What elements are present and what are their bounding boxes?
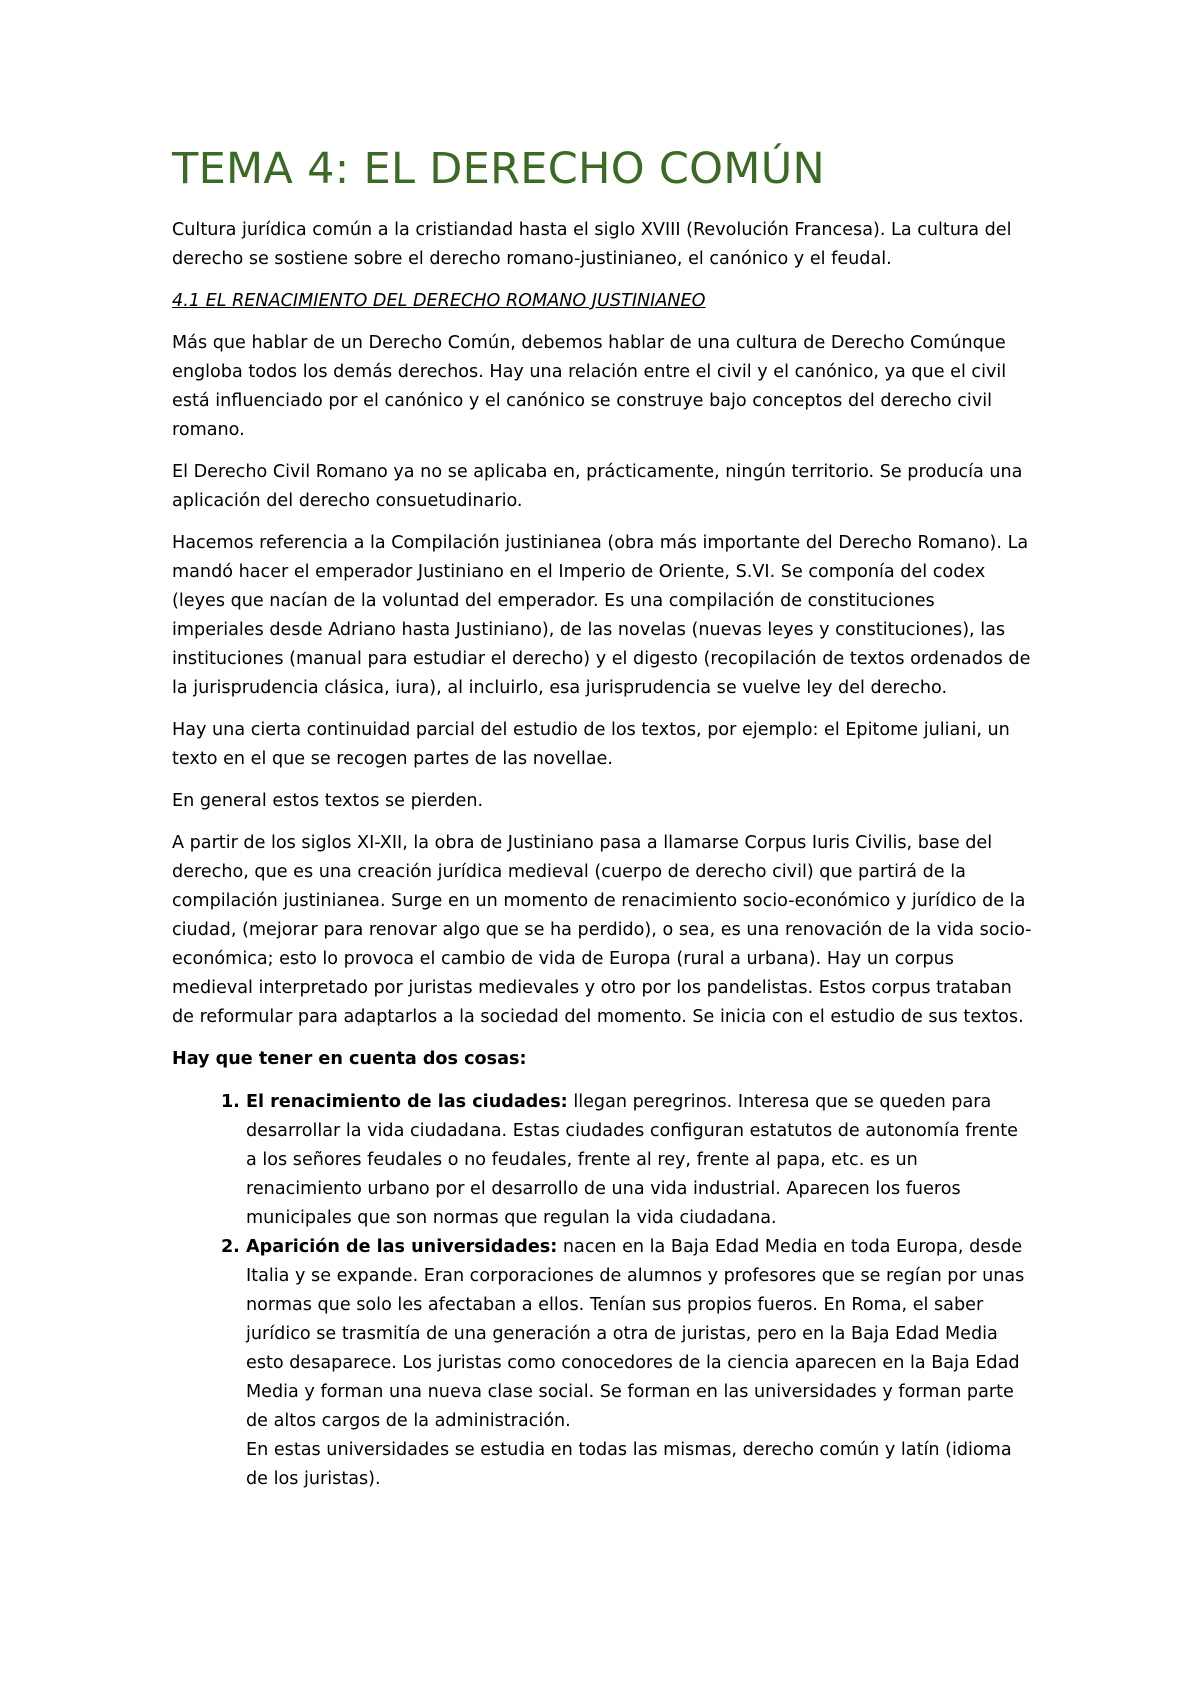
paragraph: El Derecho Civil Romano ya no se aplicaba en, prácticamente, ningún territorio. Se producía una aplicación del derecho consuetudinario. — [172, 461, 1023, 511]
intro-paragraph: Cultura jurídica común a la cristiandad hasta el siglo XVIII (Revolución Francesa). La cultura del derecho se sostiene sobre el derecho romano-justinianeo, el canónico y el feudal. — [172, 219, 1012, 269]
list-intro: Hay que tener en cuenta dos cosas: — [172, 1048, 527, 1069]
paragraph: A partir de los siglos XI-XII, la obra de Justiniano pasa a llamarse Corpus Iuris Civilis, base del derecho, que es una creación jurídica medieval (cuerpo de derecho civil) que partirá de la compilación justinianea. Surge en un momento de renacimiento socio-económico y jurídico de la ciudad, (mejorar para renovar algo que se ha perdido), o sea, es una renovación de la vida socio-económica; esto lo provoca el cambio de vida de Europa (rural a urbana). Hay un corpus medieval interpretado por juristas medievales y otro por los pandelistas. Estos corpus trataban de reformular para adaptarlos a la sociedad del momento. Se inicia con el estudio de sus textos. — [172, 832, 1032, 1027]
list-item — [246, 1088, 1032, 1233]
paragraph: Hay una cierta continuidad parcial del estudio de los textos, por ejemplo: el Epitome juliani, un texto en el que se recogen partes de las novellae. — [172, 719, 1010, 769]
paragraph: En general estos textos se pierden. — [172, 790, 484, 811]
paragraph: Hacemos referencia a la Compilación justinianea (obra más importante del Derecho Romano). La mandó hacer el emperador Justiniano en el Imperio de Oriente, S.VI. Se componía del codex (leyes que nacían de la voluntad del emperador. Es una compilación de constituciones imperiales desde Adriano hasta Justiniano), de las novelas (nuevas leyes y constituciones), las instituciones (manual para estudiar el derecho) y el digesto (recopilación de textos ordenados de la jurisprudencia clásica, iura), al incluirlo, esa jurisprudencia se vuelve ley del derecho. — [172, 532, 1031, 698]
list-item-heading: El renacimiento de las ciudades: — [246, 1091, 568, 1112]
document-page — [172, 128, 1032, 1494]
numbered-list — [172, 1088, 1032, 1494]
section-heading: 4.1 EL RENACIMIENTO DEL DERECHO ROMANO JUSTINIANEO — [172, 290, 706, 311]
paragraph: Más que hablar de un Derecho Común, debemos hablar de una cultura de Derecho Comúnque engloba todos los demás derechos. Hay una relación entre el civil y el canónico, ya que el civil está influenciado por el canónico y el canónico se construye bajo conceptos del derecho civil romano. — [172, 332, 1007, 440]
list-item-text: nacen en la Baja Edad Media en toda Europa, desde Italia y se expande. Eran corporaciones de alumnos y profesores que se regían por unas normas que solo les afectaban a ellos. Tenían sus propios fueros. En Roma, el saber jurídico se trasmitía de una generación a otra de juristas, pero en la Baja Edad Media esto desaparece. Los juristas como conocedores de la ciencia aparecen en la Baja Edad Media y forman una nueva clase social. Se forman en las universidades y forman parte de altos cargos de la administración. — [246, 1236, 1025, 1431]
page-title: TEMA 4: EL DERECHO COMÚN — [172, 144, 825, 194]
list-item-text: llegan peregrinos. Interesa que se queden para desarrollar la vida ciudadana. Estas ciudades configuran estatutos de autonomía frente a los señores feudales o no feudales, frente al rey, frente al papa, etc. es un renacimiento urbano por el desarrollo de una vida industrial. Aparecen los fueros municipales que son normas que regulan la vida ciudadana. — [246, 1091, 1018, 1228]
list-item-heading: Aparición de las universidades: — [246, 1236, 558, 1257]
list-item-extra-text: En estas universidades se estudia en todas las mismas, derecho común y latín (idioma de los juristas). — [246, 1439, 1012, 1489]
list-item — [246, 1233, 1032, 1494]
